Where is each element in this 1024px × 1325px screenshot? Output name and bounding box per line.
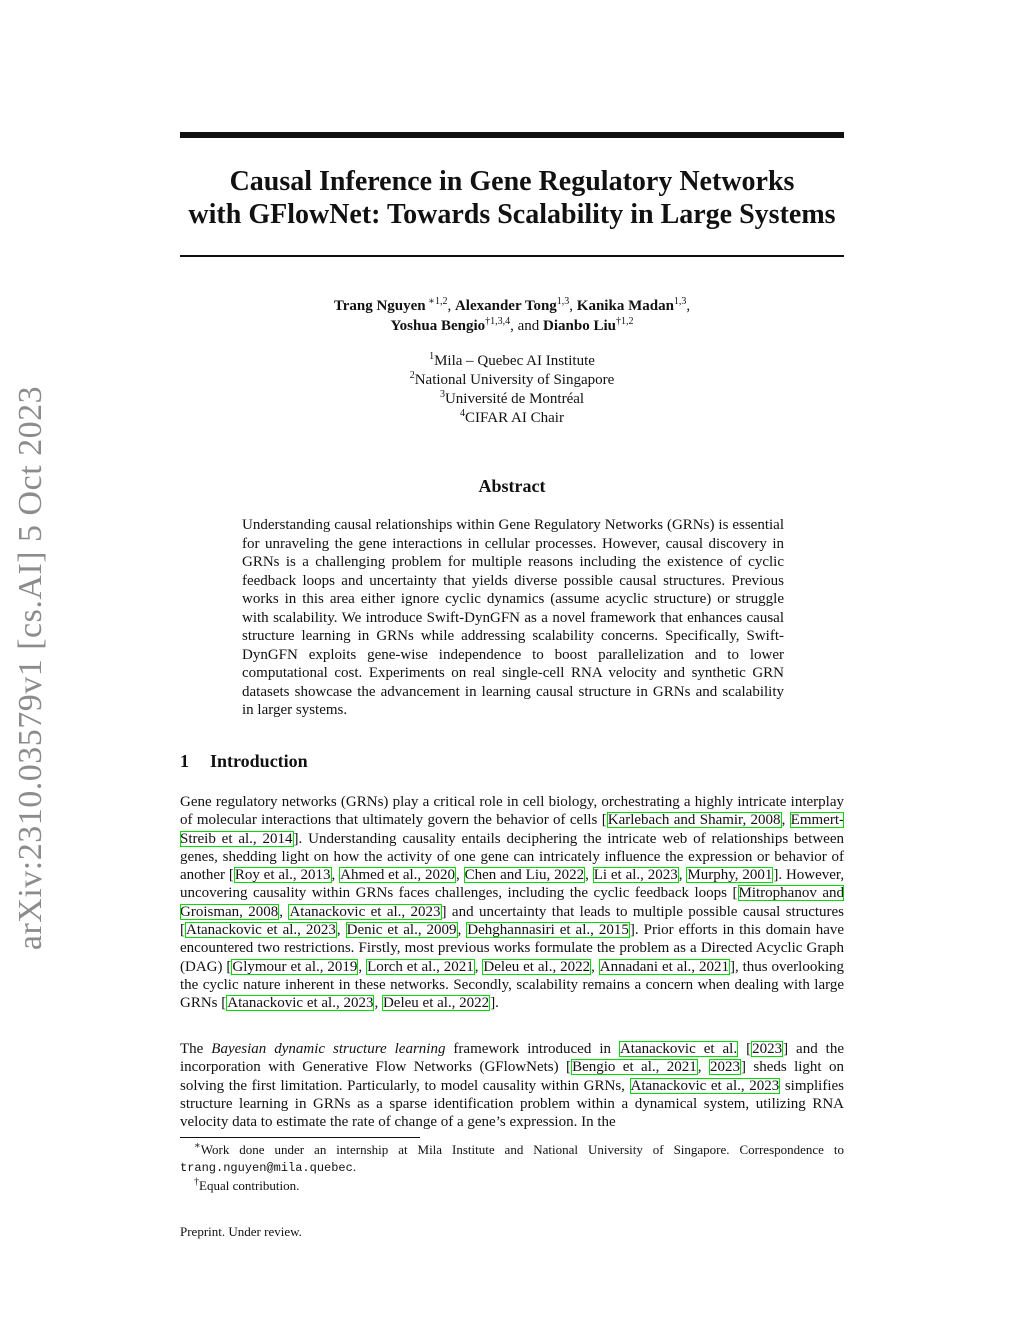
email-link[interactable]: trang.nguyen@mila.quebec [180, 1161, 353, 1175]
citation-link[interactable]: Karlebach and Shamir, 2008 [607, 812, 781, 829]
citation-link[interactable]: Deleu et al., 2022 [483, 958, 591, 975]
author-affil: ∗1,2 [425, 296, 448, 307]
affiliation [180, 409, 844, 428]
citation-link[interactable]: Atanackovic et al., 2023 [186, 922, 336, 939]
section-heading-introduction [180, 751, 308, 772]
citation-link[interactable]: Roy et al., 2013 [234, 867, 331, 884]
footnote-mark: † [194, 1176, 199, 1188]
author-sep: , and [510, 318, 544, 334]
author-name: Dianbo Liu [543, 318, 616, 334]
paper-title [180, 165, 844, 231]
affiliation [180, 352, 844, 371]
title-line-2: with GFlowNet: Towards Scalability in Large Systems [188, 199, 836, 230]
citation-link[interactable]: Ahmed et al., 2020 [340, 867, 456, 884]
author-name: Kanika Madan [576, 298, 674, 314]
affiliation-number: 4 [460, 408, 466, 419]
citation-link[interactable]: 2023 [752, 1041, 783, 1057]
affiliation-name: Mila – Quebec AI Institute [434, 353, 595, 369]
section-title: Introduction [210, 751, 308, 771]
section-number: 1 [180, 751, 189, 771]
affiliation-name: Université de Montréal [444, 391, 585, 407]
author-sep: , [569, 298, 577, 314]
author-name: Alexander Tong [454, 298, 557, 314]
citation-link[interactable]: Lorch et al., 2021 [367, 958, 474, 975]
footnote-end: . [352, 1159, 357, 1174]
author-affil: †1,3,4 [485, 316, 511, 327]
citation-link[interactable]: Mitrophanov and Groisman, 2008 [180, 885, 844, 920]
author-name: Trang Nguyen [333, 298, 426, 314]
affiliation-name: CIFAR AI Chair [465, 410, 564, 426]
footnote-text: Work done under an internship at Mila Institute and National University of Singapore. Correspondence to [200, 1142, 844, 1157]
emphasis-text: Bayesian dynamic structure learning [211, 1041, 446, 1057]
author-line-1 [180, 296, 844, 316]
arxiv-id: arXiv:2310.03579v1 [cs.AI] 5 Oct 2023 [12, 385, 50, 950]
citation-link[interactable]: Chen and Liu, 2022 [464, 867, 585, 884]
abstract-heading: Abstract [478, 476, 546, 496]
affiliation [180, 371, 844, 390]
footnote-1 [180, 1141, 844, 1177]
affiliation-number: 1 [429, 351, 435, 362]
title-rule-bottom [180, 255, 844, 257]
citation-link[interactable]: Emmert-Streib et al., 2014 [180, 812, 844, 847]
footnote-2 [180, 1177, 844, 1194]
affiliation-number: 3 [439, 389, 445, 400]
citation-link[interactable]: Glymour et al., 2019 [232, 958, 358, 975]
author-affil: †1,2 [616, 316, 634, 327]
intro-paragraph-2: The Bayesian dynamic structure learning framework introduced in Atanackovic et al. [2023] and the incorporation with Generative Flow Networks (GFlowNets) [Bengio et al., 2021, 2023] sheds light on solving the first limitation. Particularly, to model causality within GRNs, Atanackovic et al., 2023 simplifies structure learning in GRNs as a sparse identification problem within a dynamical system, utilizing RNA velocity data to estimate the rate of change of a gene’s expression. In the [180, 1041, 845, 1131]
title-line-1: Causal Inference in Gene Regulatory Networks [229, 166, 795, 197]
author-sep: , [686, 298, 691, 314]
citation-link[interactable]: Murphy, 2001 [687, 867, 773, 884]
citation-link[interactable]: 2023 [709, 1059, 740, 1076]
citation-link[interactable]: Bengio et al., 2021 [572, 1059, 697, 1076]
citation-link[interactable]: Deleu et al., 2022 [382, 995, 490, 1012]
author-affil: 1,3 [673, 296, 687, 307]
citation-link[interactable]: Denic et al., 2009 [346, 922, 457, 939]
affiliation-list [180, 352, 844, 428]
footnote-text: Equal contribution. [199, 1178, 300, 1193]
affiliation-number: 2 [409, 370, 415, 381]
citation-link[interactable]: Li et al., 2023 [593, 867, 678, 884]
citation-link[interactable]: Atanackovic et al., 2023 [227, 995, 374, 1012]
footnotes [180, 1141, 844, 1194]
abstract-text: Understanding causal relationships within Gene Regulatory Networks (GRNs) is essential for unraveling the gene interactions in cellular processes. However, causal discovery in GRNs is a challenging problem for multiple reasons including the existence of cyclic feedback loops and uncertainty that yields diverse possible causal structures. Previous works in this area either ignore cyclic dynamics (assume acyclic structure) or struggle with scalability. We introduce Swift-DynGFN as a novel framework that enhances causal structure learning in GRNs while addressing scalability concerns. Specifically, Swift-DynGFN exploits gene-wise independence to boost parallelization and to lower computational cost. Experiments on real single-cell RNA velocity and synthetic GRN datasets showcase the advancement in learning causal structure in GRNs and scalability in larger systems. [242, 517, 784, 718]
author-sep: , [447, 298, 455, 314]
citation-link[interactable]: Atanackovic et al. [619, 1041, 738, 1057]
footnote-rule [180, 1137, 420, 1138]
citation-link[interactable]: Dehghannasiri et al., 2015 [467, 922, 629, 939]
footnote-mark: ∗ [194, 1140, 201, 1152]
author-line-2 [180, 316, 844, 336]
author-affil: 1,3 [556, 296, 570, 307]
author-name: Yoshua Bengio [390, 318, 486, 334]
title-rule-top [180, 132, 844, 138]
author-list [180, 296, 844, 336]
affiliation-name: National University of Singapore [414, 372, 615, 388]
citation-link[interactable]: Atanackovic et al., 2023 [289, 903, 441, 920]
intro-paragraph-1: Gene regulatory networks (GRNs) play a critical role in cell biology, orchestrating a highly intricate interplay of molecular interactions that ultimately govern the behavior of cells [Karlebach and Shamir, 2008, Emmert-Streib et al., 2014]. Understanding causality entails deciphering the intricate web of relationships between genes, shedding light on how the activity of one gene can intricately influence the expression or behavior of another [Roy et al., 2013, Ahmed et al., 2020, Chen and Liu, 2022, Li et al., 2023, Murphy, 2001]. However, uncovering causality within GRNs faces challenges, including the cyclic feedback loops [Mitrophanov and Groisman, 2008, Atanackovic et al., 2023] and uncertainty that leads to multiple possible causal structures [Atanackovic et al., 2023, Denic et al., 2009, Dehghannasiri et al., 2015]. Prior efforts in this domain have encountered two restrictions. Firstly, most previous works formulate the problem as a Directed Acyclic Graph (DAG) [Glymour et al., 2019, Lorch et al., 2021, Deleu et al., 2022, Annadani et al., 2021], thus overlooking the cyclic nature inherent in these networks. Secondly, scalability remains a concern when dealing with large GRNs [Atanackovic et al., 2023, Deleu et al., 2022]. [180, 794, 845, 1012]
citation-link[interactable]: Atanackovic et al., 2023 [630, 1077, 780, 1094]
citation-link[interactable]: Annadani et al., 2021 [599, 958, 729, 975]
preprint-notice: Preprint. Under review. [180, 1224, 302, 1239]
affiliation [180, 390, 844, 409]
arxiv-stamp [12, 375, 50, 960]
